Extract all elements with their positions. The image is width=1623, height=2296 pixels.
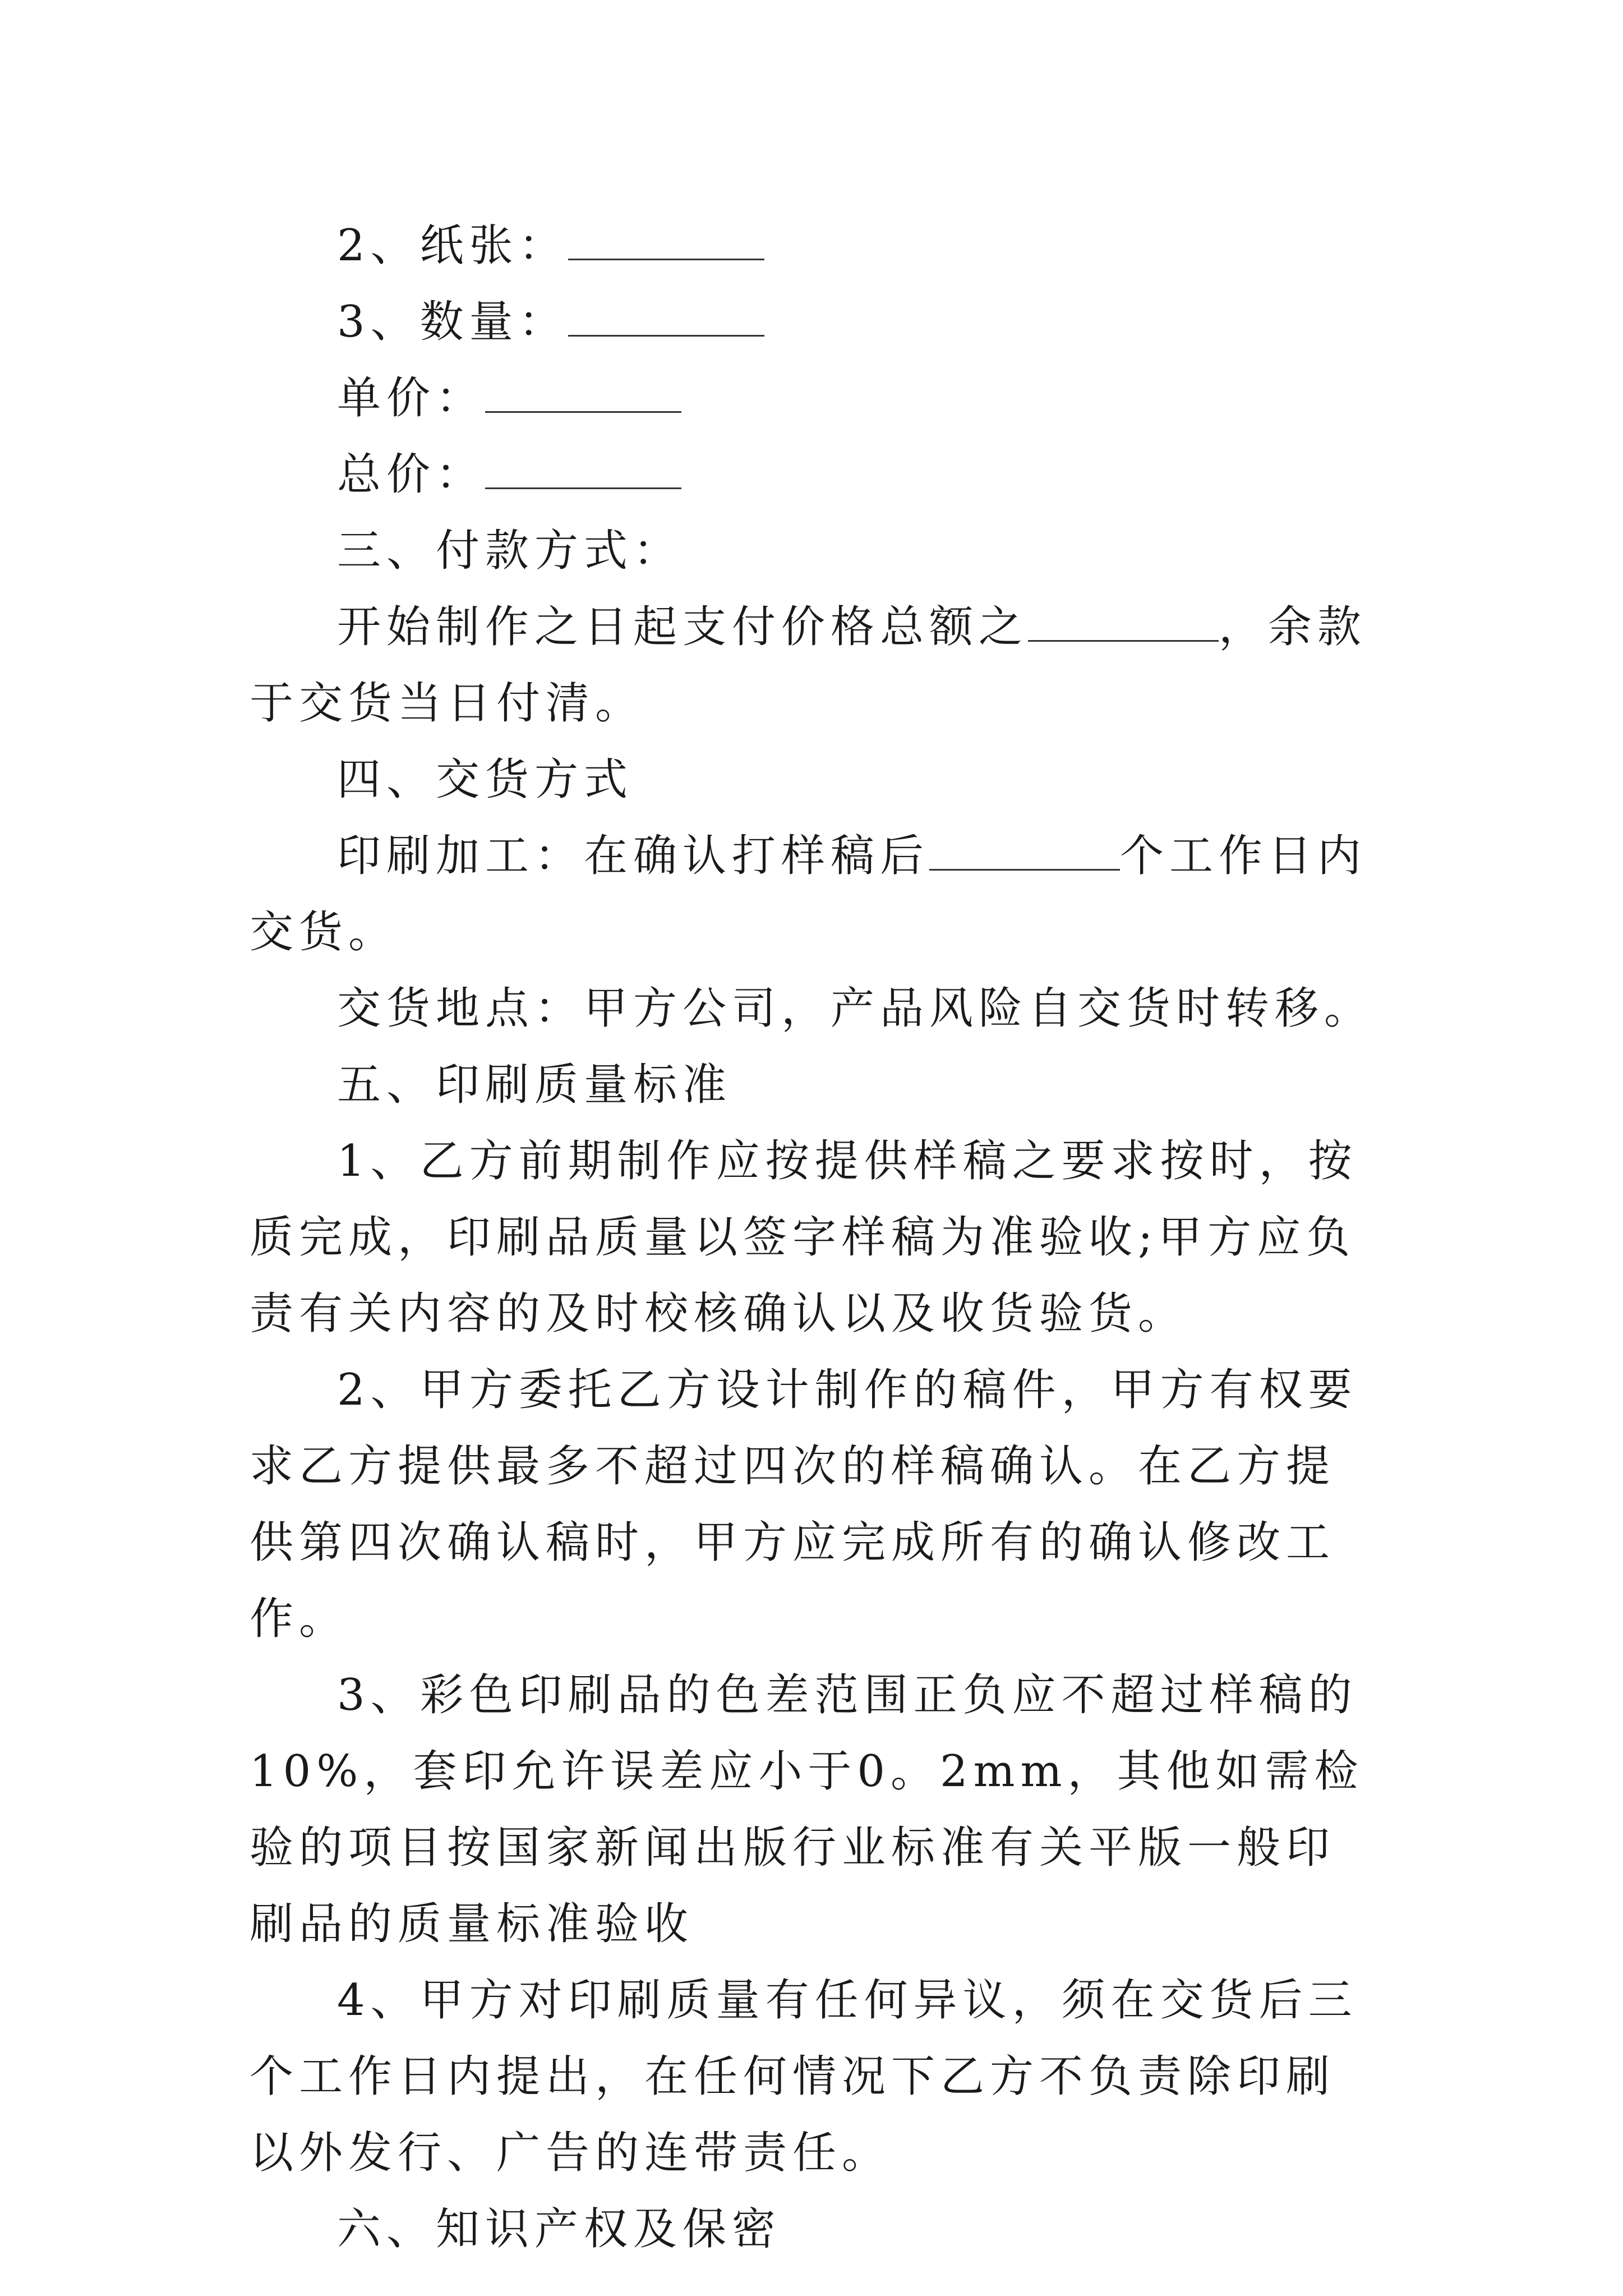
total-price-label: 总价：: [337, 449, 486, 500]
quality-clause-4: 4、甲方对印刷质量有任何异议，须在交货后三个工作日内提出，在任何情况下乙方不负责除印刷以外发行、广告的连带责任。: [250, 1975, 1358, 2178]
delivery-heading: 四、交货方式: [337, 754, 634, 805]
unit-price-label: 单价：: [337, 373, 486, 424]
delivery-text-after: 个工作日内交货。: [250, 831, 1367, 958]
paper-blank: [568, 225, 764, 260]
delivery-time-line: [250, 818, 1382, 970]
quantity-blank: [568, 301, 764, 337]
payment-heading: 三、付款方式：: [337, 526, 683, 576]
paper-line: [250, 208, 1382, 284]
paper-label: 2、纸张：: [337, 220, 568, 271]
ip-heading: 六、知识产权及保密: [337, 2204, 782, 2254]
quality-clause-3: 3、彩色印刷品的色差范围正负应不超过样稿的10%，套印允许误差应小于0。2mm，其他如需检验的项目按国家新闻出版行业标准有关平版一般印刷品的质量标准验收: [250, 1670, 1364, 1949]
delivery-place-line: 交货地点：甲方公司，产品风险自交货时转移。: [337, 983, 1374, 1034]
document-body: [250, 208, 1382, 2267]
quality-clause-2: 2、甲方委托乙方设计制作的稿件，甲方有权要求乙方提供最多不超过四次的样稿确认。在乙方提供第四次确认稿时，甲方应完成所有的确认修改工作。: [250, 1365, 1358, 1644]
quality-heading: 五、印刷质量标准: [337, 1060, 732, 1110]
quantity-line: [250, 284, 1382, 360]
payment-text-after: ，余款于交货当日付清。: [250, 602, 1367, 729]
unit-price-line: [250, 360, 1382, 436]
delivery-text-before: 印刷加工：在确认打样稿后: [337, 831, 930, 881]
unit-price-blank: [485, 378, 681, 413]
total-price-blank: [485, 454, 681, 489]
payment-paragraph: [250, 589, 1382, 742]
quality-clause-1: 1、乙方前期制作应按提供样稿之要求按时，按质完成，印刷品质量以签字样稿为准验收;甲方应负责有关内容的及时校核确认以及收货验货。: [250, 1136, 1358, 1339]
delivery-blank: [929, 835, 1120, 871]
payment-blank: [1028, 606, 1219, 642]
quantity-label: 3、数量：: [337, 297, 568, 347]
total-price-line: [250, 436, 1382, 513]
payment-text-before: 开始制作之日起支付价格总额之: [337, 602, 1029, 652]
